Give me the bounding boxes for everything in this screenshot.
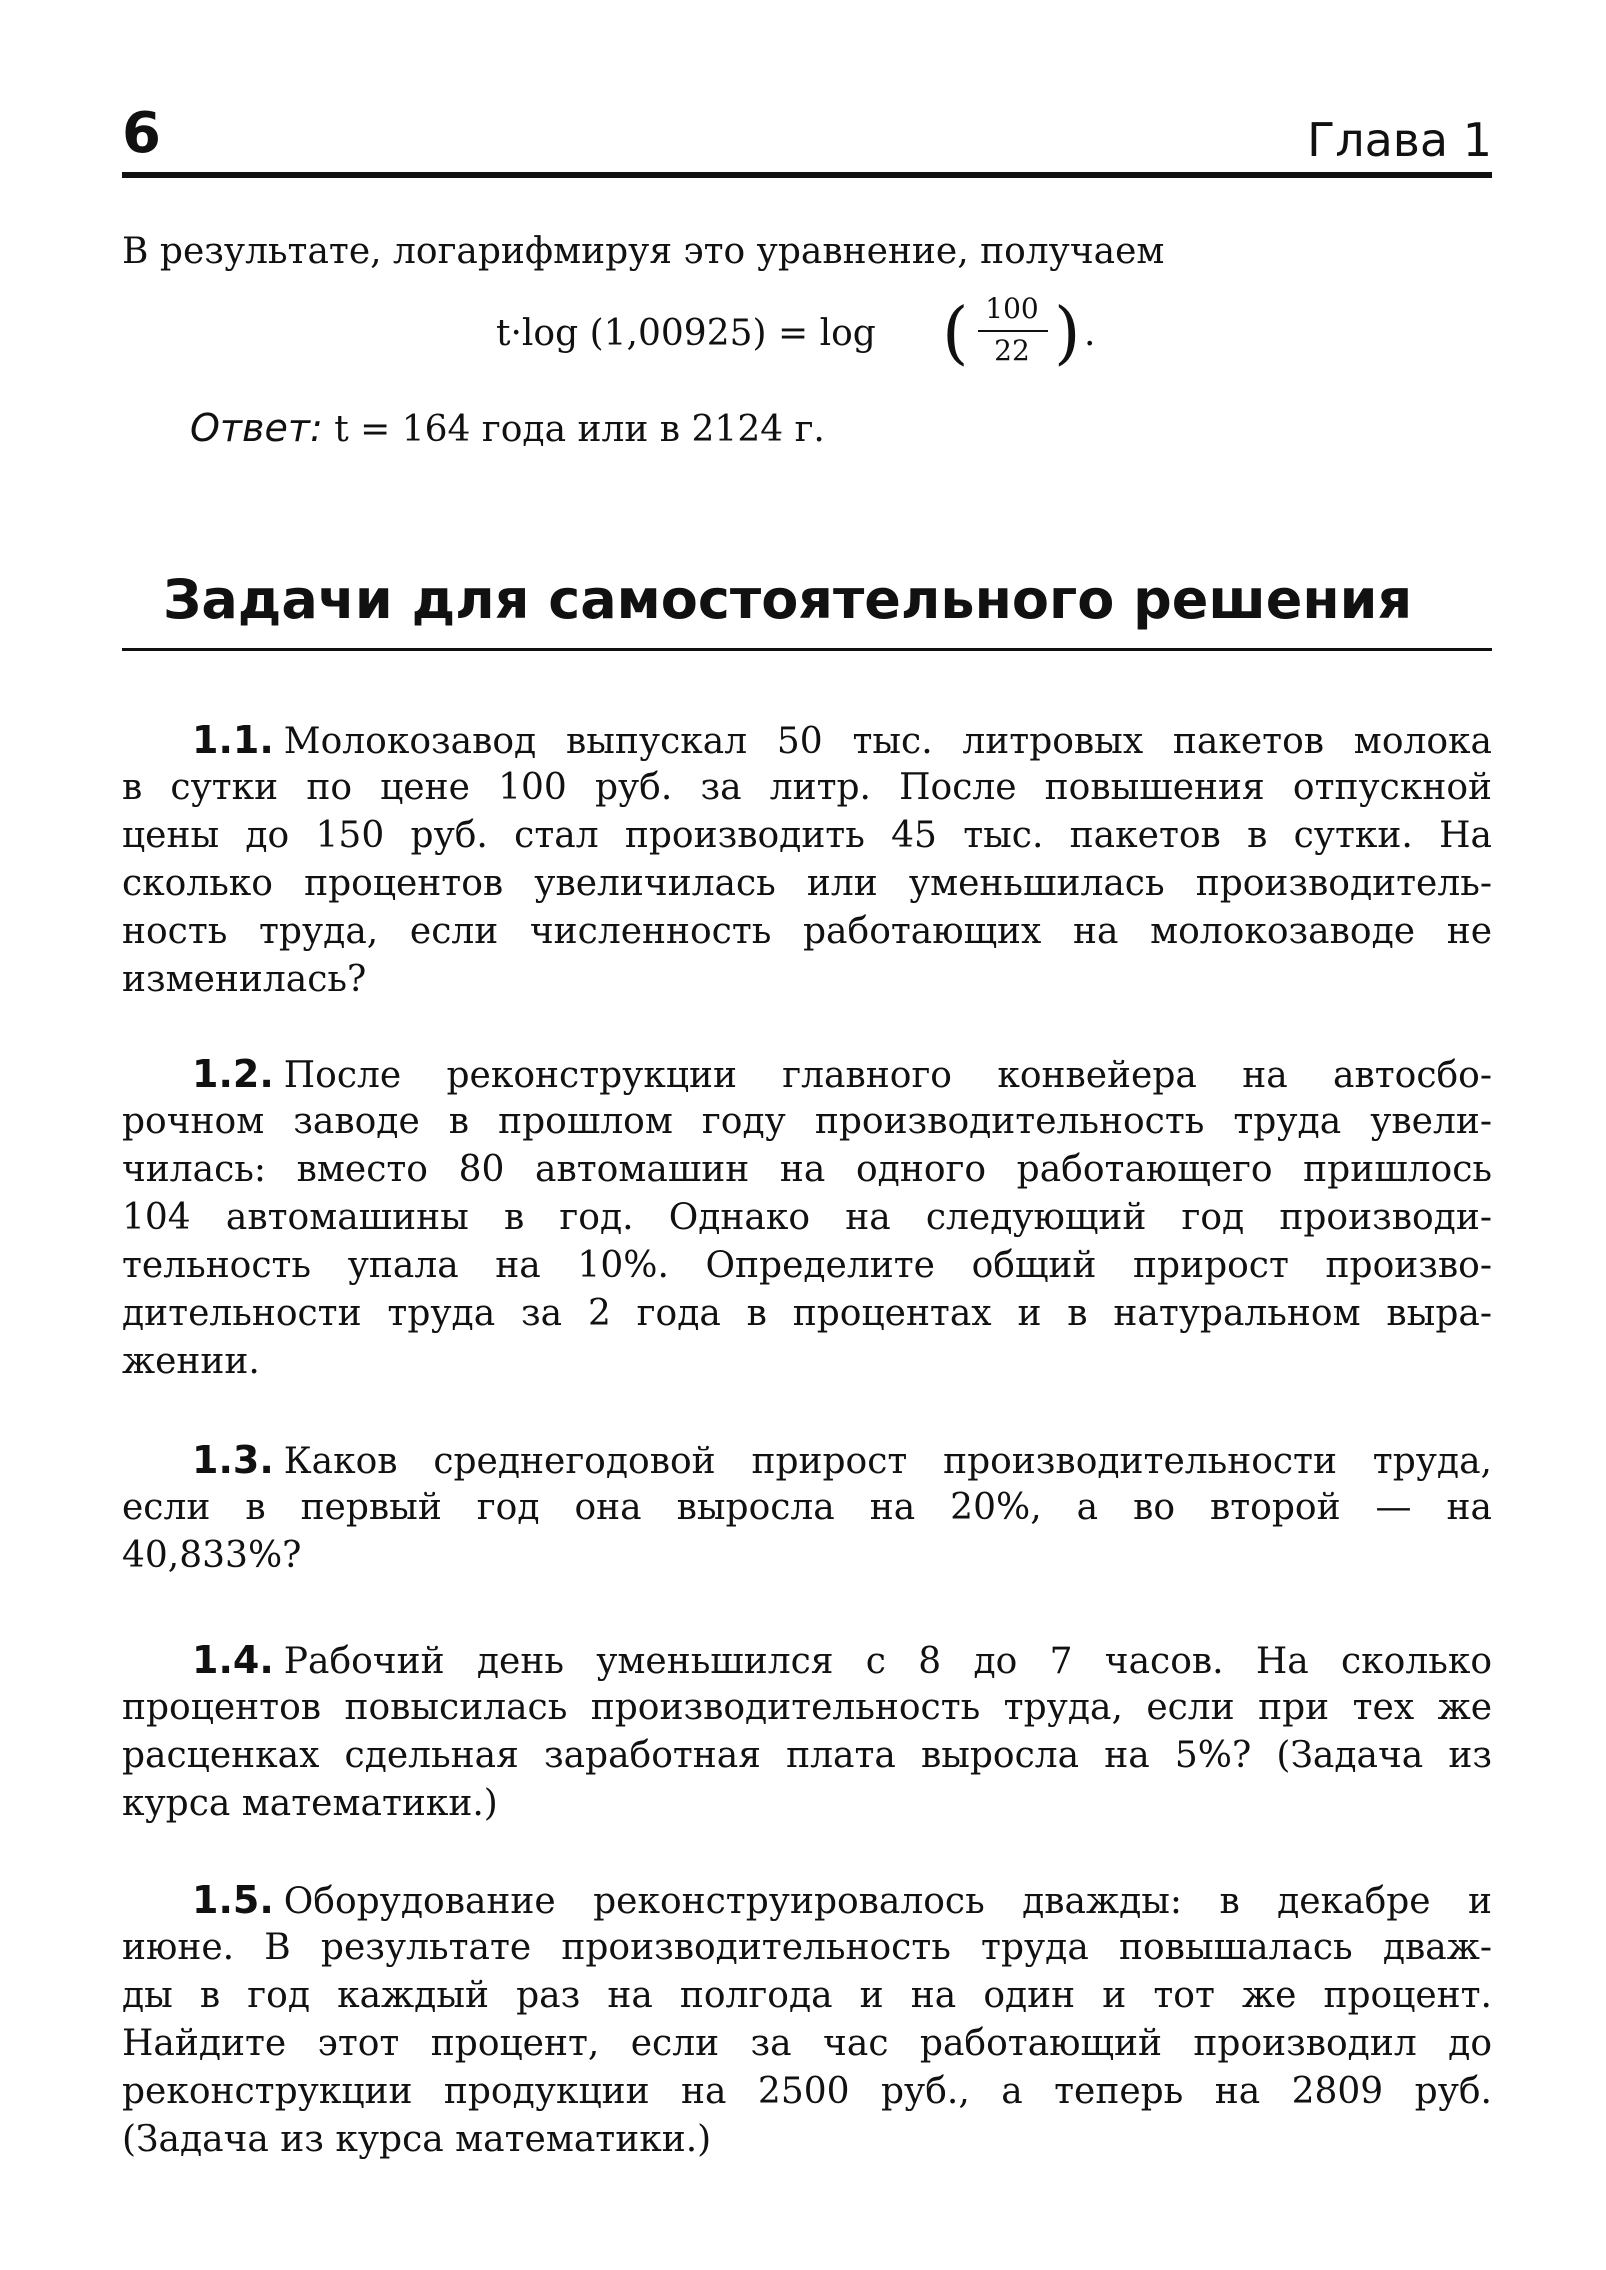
answer-text: t = 164 года или в 2124 г. [334, 409, 825, 450]
problem-line: 1.2. После реконструкции главного конвейера на автосбо- [192, 1052, 1492, 1096]
formula-denominator: 22 [994, 334, 1030, 367]
header-rule [122, 172, 1492, 178]
problem-line: процентов повысилась производительность труда, если при тех же [122, 1687, 1492, 1728]
problem-number: 1.3. [192, 1438, 274, 1482]
problem-line: изменилась? [122, 959, 367, 1000]
problem-line: 1.5. Оборудование реконструировалось дважды: в декабре и [192, 1878, 1492, 1922]
problem-line: расценках сдельная заработная плата выросла на 5%? (Задача из [122, 1735, 1492, 1776]
problem-line: в сутки по цене 100 руб. за литр. После повышения отпускной [122, 767, 1492, 808]
problem-number: 1.4. [192, 1638, 274, 1682]
problem-1-3 [122, 1436, 1492, 1580]
problem-line: 1.1. Молокозавод выпускал 50 тыс. литровых пакетов молока [192, 718, 1492, 762]
answer-line [190, 404, 825, 454]
formula-left-paren: ( [942, 294, 969, 373]
problem-1-4 [122, 1636, 1492, 1828]
problem-line: (Задача из курса математики.) [122, 2119, 712, 2160]
problem-line: если в первый год она выросла на 20%, а во второй — на [122, 1487, 1492, 1528]
formula-right-paren: ) [1054, 294, 1081, 373]
problem-line: жении. [122, 1341, 260, 1382]
problem-1-5 [122, 1876, 1492, 2164]
answer-label: Ответ: [190, 406, 323, 450]
running-header [122, 100, 1492, 176]
problem-line: реконструкции продукции на 2500 руб., а теперь на 2809 руб. [122, 2071, 1492, 2112]
problem-number: 1.5. [192, 1878, 274, 1922]
problem-line: 1.3. Каков среднегодовой прирост производительности труда, [192, 1438, 1492, 1482]
problem-line: ды в год каждый раз на полгода и на один и тот же процент. [122, 1975, 1492, 2016]
problem-line: чилась: вместо 80 автомашин на одного работающего пришлось [122, 1149, 1492, 1190]
problem-line: 1.4. Рабочий день уменьшился с 8 до 7 часов. На сколько [192, 1638, 1492, 1682]
section-rule [122, 648, 1492, 651]
problem-line: июне. В результате производительность труда повышалась дваж- [122, 1927, 1492, 1968]
problem-1-1 [122, 716, 1492, 1004]
problem-line: 40,833%? [122, 1535, 302, 1576]
problem-1-2 [122, 1050, 1492, 1386]
formula-numerator: 100 [985, 292, 1039, 325]
problem-line: 104 автомашины в год. Однако на следующий год производи- [122, 1197, 1492, 1238]
problem-line: курса математики.) [122, 1783, 498, 1824]
section-title: Задачи для самостоятельного решения [163, 568, 1413, 631]
problem-line: ность труда, если численность работающих на молокозаводе не [122, 911, 1492, 952]
problem-line: дительности труда за 2 года в процентах и в натуральном выра- [122, 1293, 1492, 1334]
formula-end: . [1084, 313, 1096, 354]
formula-lhs: t·log (1,00925) = log [496, 313, 876, 354]
problem-line: сколько процентов увеличилась или уменьшилась производитель- [122, 863, 1492, 904]
problem-number: 1.2. [192, 1052, 274, 1096]
intro-line: В результате, логарифмируя это уравнение, получаем [122, 231, 1165, 272]
problem-line: рочном заводе в прошлом году производительность труда увели- [122, 1101, 1492, 1142]
problem-line: Найдите этот процент, если за час работающий производил до [122, 2023, 1492, 2064]
chapter-label: Глава 1 [1307, 113, 1492, 167]
fraction-bar [978, 330, 1048, 332]
problem-line: цены до 150 руб. стал производить 45 тыс. пакетов в сутки. На [122, 815, 1492, 856]
page-number: 6 [122, 101, 161, 166]
problem-line: тельность упала на 10%. Определите общий прирост произво- [122, 1245, 1492, 1286]
problem-number: 1.1. [192, 718, 274, 762]
